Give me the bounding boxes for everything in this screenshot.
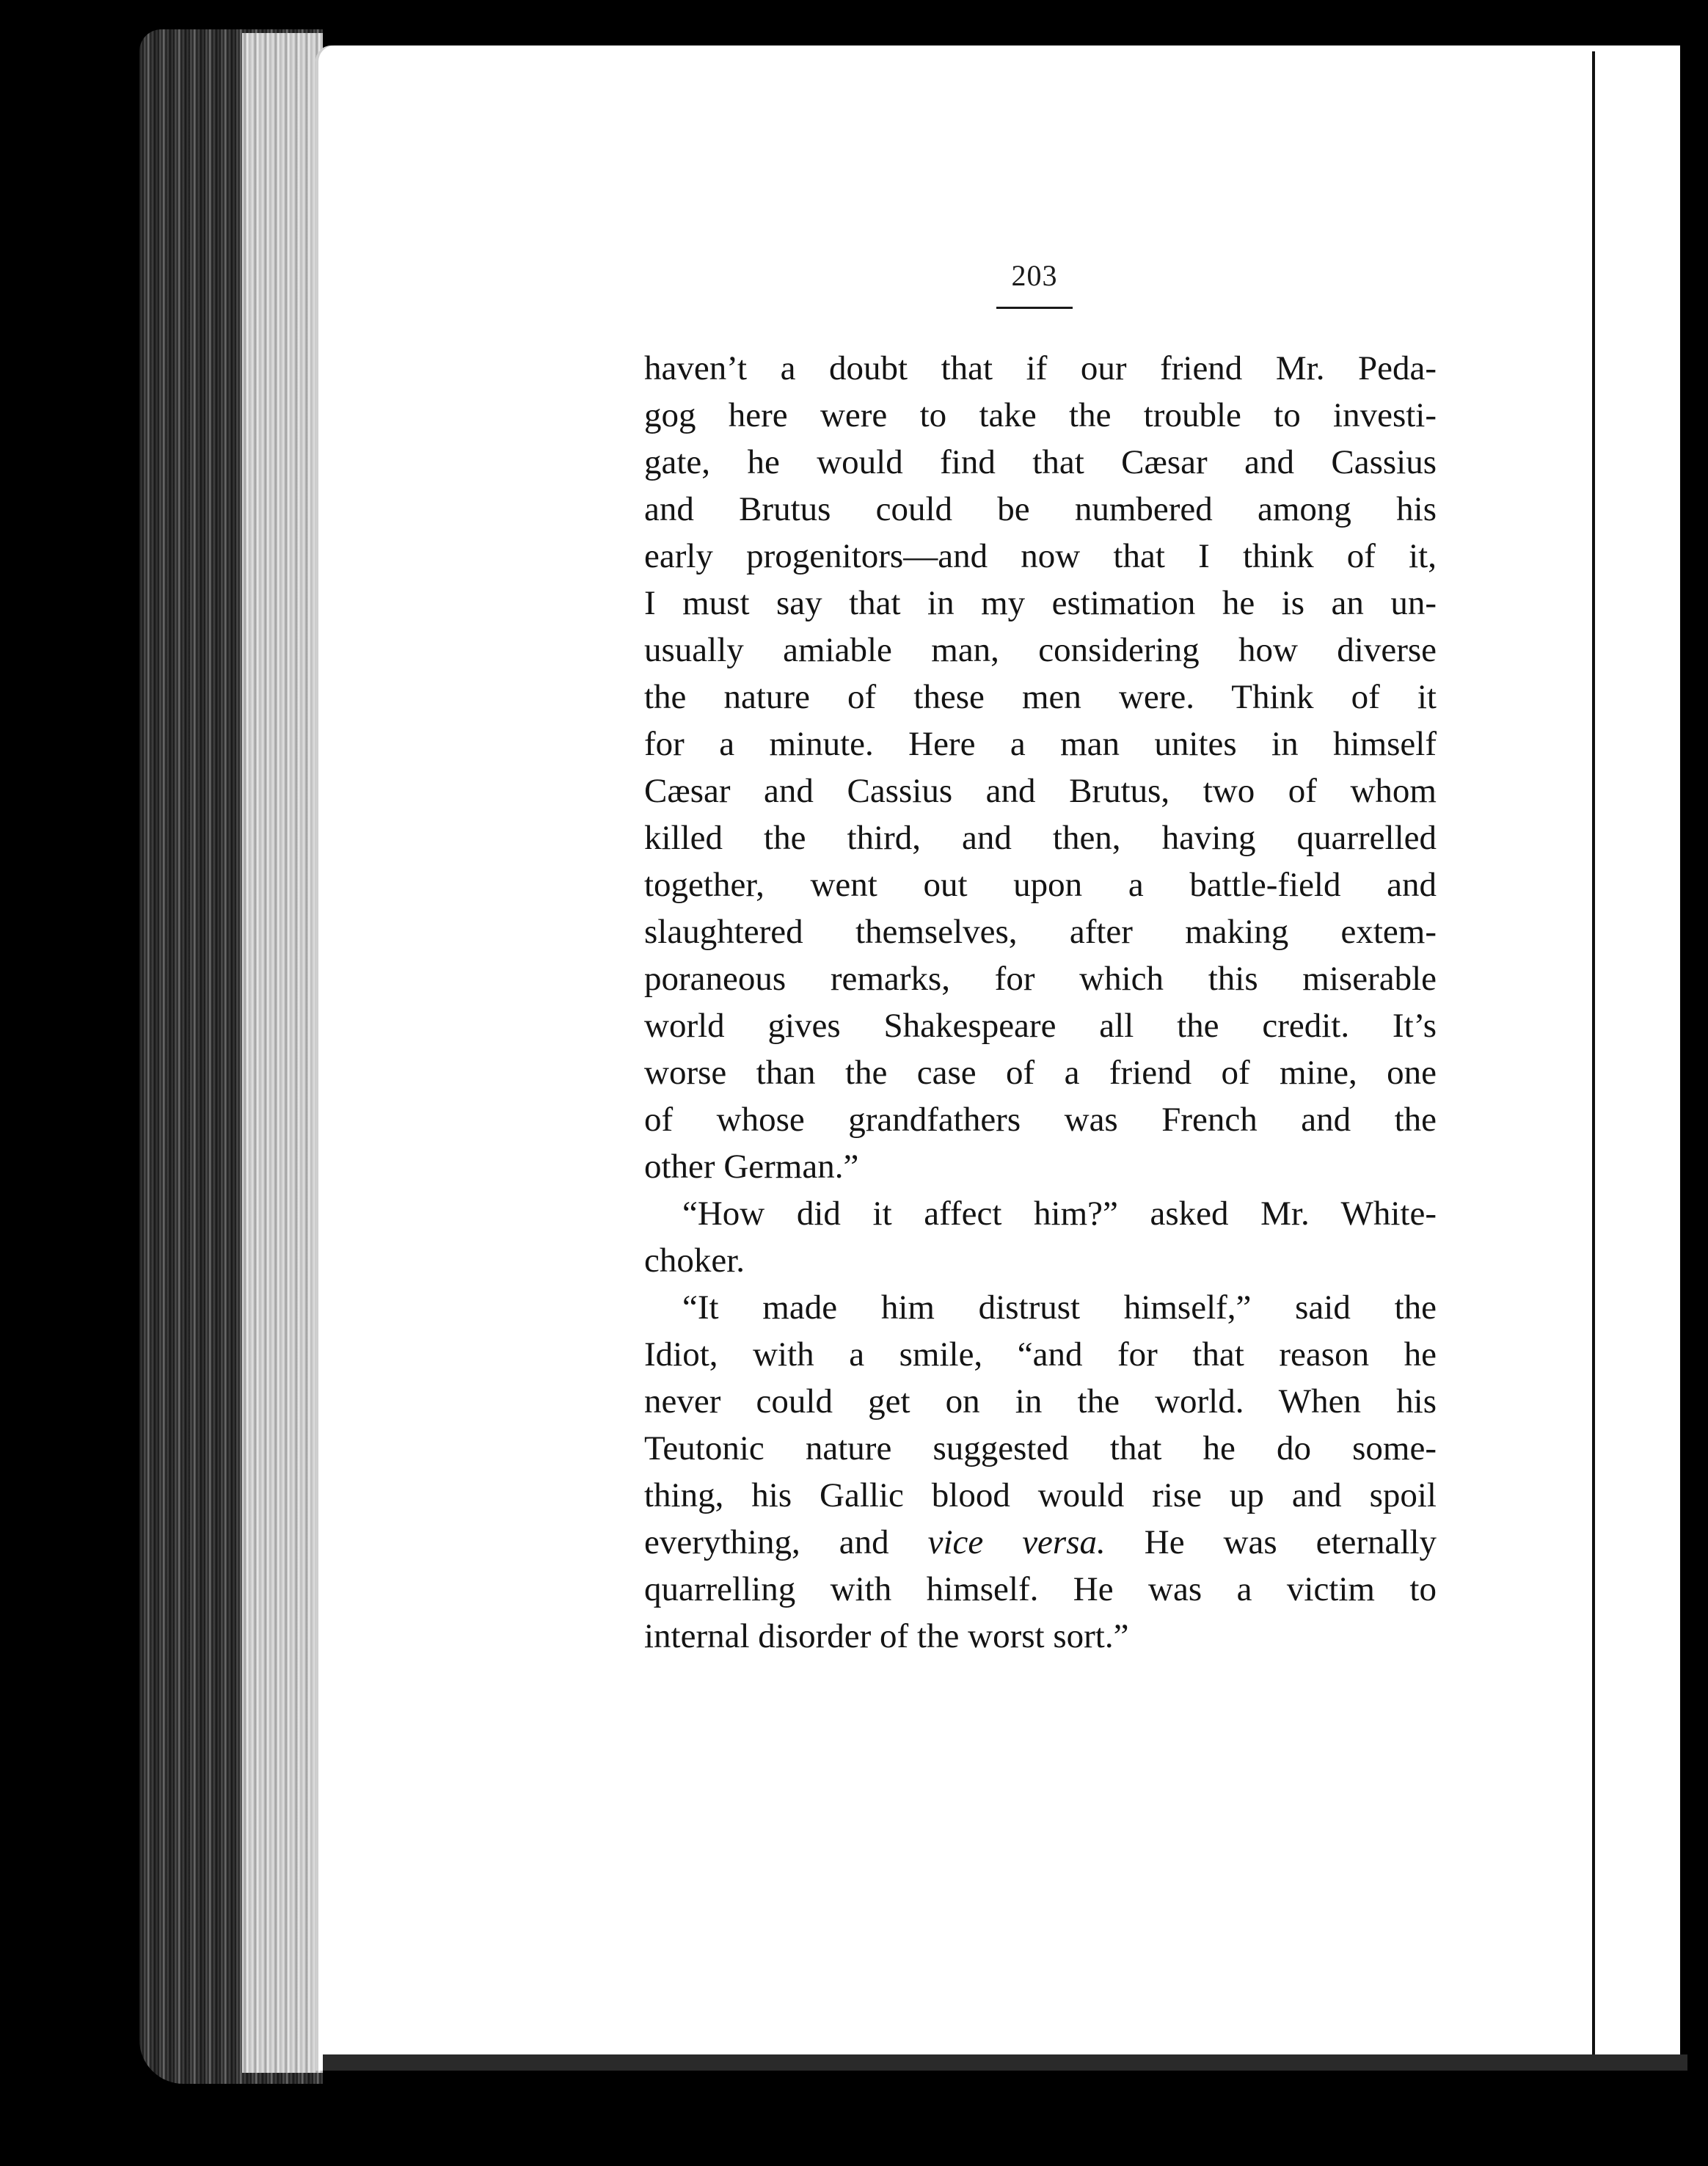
text-line: poraneous remarks, for which this miserable: [644, 960, 1437, 998]
italic-phrase: vice versa.: [927, 1523, 1106, 1561]
text-line: “How did it affect him?” asked Mr. White-: [682, 1195, 1437, 1233]
text-line: together, went out upon a battle-field and: [644, 866, 1437, 904]
text-line: thing, his Gallic blood would rise up and spoil: [644, 1476, 1437, 1514]
page-number: 203: [1011, 259, 1058, 292]
text-line: I must say that in my estimation he is an un-: [644, 584, 1437, 622]
text-line: slaughtered themselves, after making extem-: [644, 913, 1437, 951]
text-line: the nature of these men were. Think of it: [644, 678, 1437, 716]
text-fragment: everything, and: [644, 1523, 889, 1561]
text-line: for a minute. Here a man unites in himself: [644, 725, 1437, 763]
text-line: quarrelling with himself. He was a victim to: [644, 1570, 1437, 1608]
page-number-rule: [996, 307, 1073, 309]
text-line: early progenitors—and now that I think of it,: [644, 537, 1437, 575]
text-line: world gives Shakespeare all the credit. It’s: [644, 1007, 1437, 1045]
text-line: other German.”: [644, 1148, 859, 1186]
page-bottom-edge: [323, 2054, 1687, 2071]
text-line-mixed: [644, 1519, 1437, 1566]
text-line: of whose grandfathers was French and the: [644, 1101, 1437, 1139]
text-line: haven’t a doubt that if our friend Mr. Peda-: [644, 349, 1437, 387]
text-line: gog here were to take the trouble to investi-: [644, 396, 1437, 434]
text-line: “It made him distrust himself,” said the: [682, 1288, 1437, 1327]
text-line: choker.: [644, 1241, 745, 1280]
text-line: worse than the case of a friend of mine, one: [644, 1054, 1437, 1092]
text-line: Cæsar and Cassius and Brutus, two of whom: [644, 772, 1437, 810]
text-line: gate, he would find that Cæsar and Cassius: [644, 443, 1437, 481]
text-line: Teutonic nature suggested that he do some-: [644, 1429, 1437, 1467]
text-line: and Brutus could be numbered among his: [644, 490, 1437, 528]
book-page-edges-light: [242, 33, 323, 2073]
text-line: internal disorder of the worst sort.”: [644, 1617, 1129, 1655]
text-fragment: He was eternally: [1144, 1523, 1437, 1561]
body-text: [644, 345, 1437, 1660]
text-line: Idiot, with a smile, “and for that reason he: [644, 1335, 1437, 1374]
text-line: killed the third, and then, having quarrelled: [644, 819, 1437, 857]
text-line: never could get on in the world. When his: [644, 1382, 1437, 1421]
text-line: usually amiable man, considering how diverse: [644, 631, 1437, 669]
page-gutter-line: [1592, 51, 1595, 2054]
